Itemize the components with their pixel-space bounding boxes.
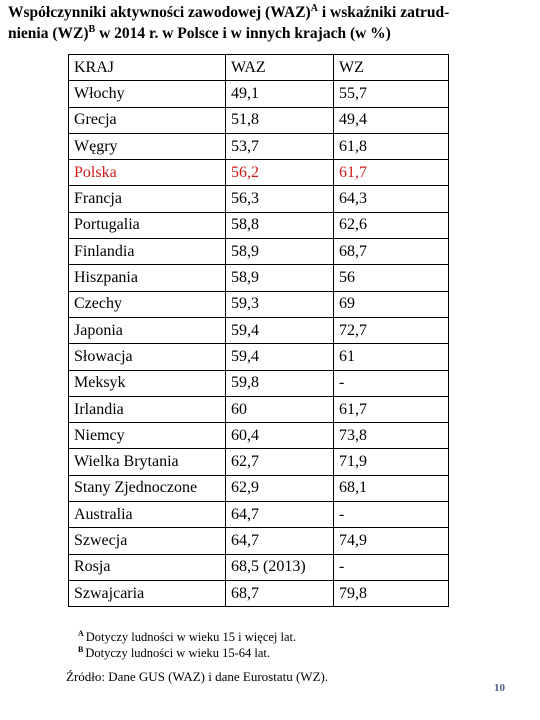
waz-cell: 51,8 [226,107,334,133]
table-row [69,160,449,186]
waz-cell: 59,4 [226,317,334,343]
waz-cell: 68,7 [226,580,334,606]
table-header-row [69,55,449,81]
country-cell: Francja [69,186,226,212]
footnote-b-text: Dotyczy ludności w wieku 15-64 lat. [85,646,271,660]
wz-cell: 55,7 [334,81,449,107]
country-cell: Meksyk [69,370,226,396]
table-row [69,133,449,159]
waz-cell: 59,3 [226,291,334,317]
table-row [69,528,449,554]
wz-cell: - [334,502,449,528]
page-number: 10 [494,682,505,694]
waz-cell: 64,7 [226,502,334,528]
waz-cell: 62,7 [226,449,334,475]
activity-table [68,54,449,607]
title-line1: Współczynniki aktywności zawodowej (WAZ) [8,4,311,21]
waz-cell: 56,3 [226,186,334,212]
country-cell: Australia [69,502,226,528]
table-row [69,554,449,580]
country-cell: Rosja [69,554,226,580]
country-cell: Finlandia [69,239,226,265]
wz-cell: 68,1 [334,475,449,501]
wz-cell: 49,4 [334,107,449,133]
country-cell: Polska [69,160,226,186]
table-row [69,265,449,291]
country-cell: Grecja [69,107,226,133]
table-row [69,580,449,606]
table-row [69,291,449,317]
table-row [69,502,449,528]
waz-cell: 53,7 [226,133,334,159]
waz-cell: 68,5 (2013) [226,554,334,580]
table-body [69,55,449,607]
table-row [69,423,449,449]
footnote-b-mark: B [78,644,84,654]
wz-cell: 61,7 [334,396,449,422]
wz-cell: 74,9 [334,528,449,554]
header-wz: WZ [334,55,449,81]
country-cell: Słowacja [69,344,226,370]
wz-cell: 61,7 [334,160,449,186]
wz-cell: 64,3 [334,186,449,212]
country-cell: Japonia [69,317,226,343]
wz-cell: 62,6 [334,212,449,238]
waz-cell: 56,2 [226,160,334,186]
table-row [69,107,449,133]
wz-cell: 56 [334,265,449,291]
waz-cell: 62,9 [226,475,334,501]
waz-cell: 59,4 [226,344,334,370]
table-row [69,344,449,370]
page-title [8,2,536,44]
title-footnote-mark-b: B [88,23,96,35]
country-cell: Niemcy [69,423,226,449]
country-cell: Szwecja [69,528,226,554]
footnotes [78,629,296,661]
table-row [69,449,449,475]
country-cell: Wielka Brytania [69,449,226,475]
table-row [69,370,449,396]
waz-cell: 49,1 [226,81,334,107]
footnote-a-mark: A [78,628,84,638]
wz-cell: 68,7 [334,239,449,265]
waz-cell: 59,8 [226,370,334,396]
wz-cell: 73,8 [334,423,449,449]
wz-cell: - [334,554,449,580]
country-cell: Włochy [69,81,226,107]
country-cell: Hiszpania [69,265,226,291]
title-line2-tail: w 2014 r. w Polsce i w innych krajach (w %) [95,25,391,42]
footnote-b [78,645,296,661]
title-line1-tail: i wskaźniki zatrud- [317,4,450,21]
waz-cell: 60 [226,396,334,422]
wz-cell: 71,9 [334,449,449,475]
header-country: KRAJ [69,55,226,81]
country-cell: Irlandia [69,396,226,422]
waz-cell: 58,9 [226,265,334,291]
source-note: Źródło: Dane GUS (WAZ) i dane Eurostatu (WZ). [66,669,329,684]
country-cell: Szwajcaria [69,580,226,606]
country-cell: Węgry [69,133,226,159]
header-waz: WAZ [226,55,334,81]
wz-cell: 69 [334,291,449,317]
table-row [69,186,449,212]
wz-cell: - [334,370,449,396]
wz-cell: 61 [334,344,449,370]
wz-cell: 72,7 [334,317,449,343]
waz-cell: 64,7 [226,528,334,554]
wz-cell: 61,8 [334,133,449,159]
table-row [69,317,449,343]
table-row [69,475,449,501]
table-row [69,396,449,422]
country-cell: Czechy [69,291,226,317]
title-footnote-mark-a: A [310,2,318,14]
footnote-a [78,629,296,645]
country-cell: Stany Zjednoczone [69,475,226,501]
table-row [69,239,449,265]
waz-cell: 60,4 [226,423,334,449]
footnote-a-text: Dotyczy ludności w wieku 15 i więcej lat. [85,630,297,644]
waz-cell: 58,9 [226,239,334,265]
title-line2: nienia (WZ) [8,25,89,42]
wz-cell: 79,8 [334,580,449,606]
country-cell: Portugalia [69,212,226,238]
table-row [69,212,449,238]
table-row [69,81,449,107]
waz-cell: 58,8 [226,212,334,238]
